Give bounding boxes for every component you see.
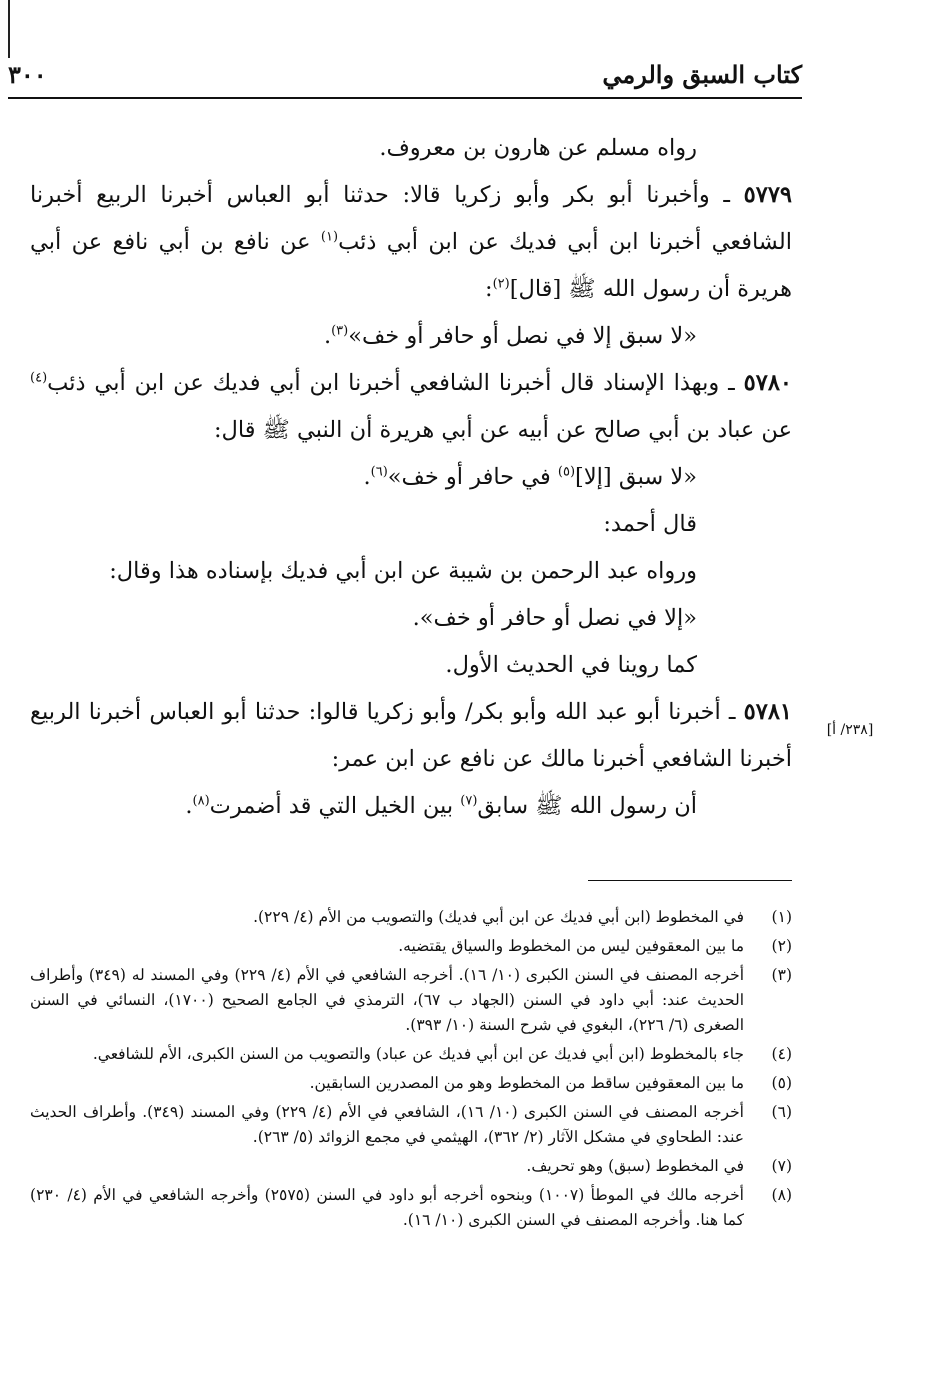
quote-text: «لا سبق إلا في نصل أو حافر أو خف» bbox=[348, 323, 697, 349]
hadith-text: عن عباد بن أبي صالح عن أبيه عن أبي هريرة أن النبي ﷺ قال: bbox=[213, 417, 792, 443]
footnote-ref: (٤) bbox=[30, 370, 48, 386]
footnote-text: في المخطوط (سبق) وهو تحريف. bbox=[526, 1157, 744, 1175]
footnote-ref: (١) bbox=[320, 229, 339, 245]
quote-text: . bbox=[323, 323, 332, 349]
quote-2 bbox=[30, 454, 792, 501]
quote-text: «إلا في نصل أو حافر أو خف». bbox=[412, 605, 697, 631]
footnote-number: (٥) bbox=[771, 1074, 792, 1092]
footnote-ref: (٨) bbox=[192, 793, 210, 809]
hadith-text: : bbox=[484, 276, 493, 302]
paragraph-text: قال أحمد: bbox=[603, 511, 697, 537]
footnote-text: ما بين المعقوفين ساقط من المخطوط وهو من المصدرين السابقين. bbox=[309, 1074, 744, 1092]
footnotes bbox=[30, 905, 792, 1237]
running-header bbox=[8, 55, 802, 99]
manuscript-folio-marker: [٢٣٨/ أ] bbox=[826, 722, 874, 738]
footnote-text: أخرجه المصنف في السنن الكبرى (١٠/ ١٦)، الشافعي في الأم (٤/ ٢٢٩) وفي المسند (٣٤٩). وأطراف الحديث عند: الطحاوي في مشكل الآثار (٢/ ٣٦٢)، الهيثمي في مجمع الزوائد (٥/ ٢٦٣). bbox=[30, 1103, 744, 1146]
paragraph-kama bbox=[30, 642, 792, 689]
footnote-number: (١) bbox=[771, 908, 792, 926]
page-number: ٣٠٠ bbox=[8, 60, 47, 89]
hadith-text: ـ وأخبرنا أبو بكر وأبو زكريا قالا: حدثنا أبو العباس أخبرنا الربيع أخبرنا الشافعي أخبرنا ابن أبي فديك عن ابن أبي ذئب bbox=[30, 182, 792, 255]
quote-text: أن رسول الله ﷺ سابق bbox=[477, 793, 697, 819]
footnote-number: (٦) bbox=[771, 1103, 792, 1121]
paragraph-text: ورواه عبد الرحمن بن شيبة عن ابن أبي فديك بإسناده هذا وقال: bbox=[109, 558, 697, 584]
main-text bbox=[30, 125, 792, 830]
hadith-number: ٥٧٨٠ bbox=[743, 370, 792, 396]
hadith-5780 bbox=[30, 360, 792, 454]
footnote-item bbox=[30, 1071, 792, 1096]
footnote-ref: (٧) bbox=[460, 793, 478, 809]
footnote-text: في المخطوط (ابن أبي فديك عن ابن أبي فديك) والتصويب من الأم (٤/ ٢٢٩). bbox=[253, 908, 744, 926]
footnote-item bbox=[30, 934, 792, 959]
paragraph-muslim bbox=[30, 125, 792, 172]
paragraph-text: رواه مسلم عن هارون بن معروف. bbox=[379, 135, 697, 161]
footnote-divider bbox=[588, 880, 792, 881]
quote-3 bbox=[30, 595, 792, 642]
footnote-ref: (٥) bbox=[557, 464, 576, 480]
quote-text: . bbox=[185, 793, 193, 819]
footnote-item bbox=[30, 1100, 792, 1150]
quote-text: في حافر أو خف» bbox=[387, 464, 558, 490]
footnote-number: (٤) bbox=[771, 1045, 792, 1063]
footnote-number: (٨) bbox=[771, 1186, 792, 1204]
quote-text: «لا سبق [إلا] bbox=[575, 464, 697, 490]
hadith-text: عن نافع بن أبي نافع عن أبي هريرة أن رسول الله ﷺ [قال] bbox=[30, 229, 792, 302]
footnote-text: جاء بالمخطوط (ابن أبي فديك عن ابن أبي فديك عن عباد) والتصويب من السنن الكبرى، الأم للشافعي. bbox=[92, 1045, 744, 1063]
footnote-text: ما بين المعقوفين ليس من المخطوط والسياق يقتضيه. bbox=[398, 937, 744, 955]
footnote-number: (٧) bbox=[771, 1157, 792, 1175]
footnote-item bbox=[30, 1183, 792, 1233]
footnote-ref: (٦) bbox=[370, 464, 388, 480]
footnote-item bbox=[30, 1042, 792, 1067]
quote-1 bbox=[30, 313, 792, 360]
hadith-text: ـ وبهذا الإسناد قال أخبرنا الشافعي أخبرنا ابن أبي فديك عن ابن أبي ذئب bbox=[47, 370, 744, 396]
paragraph-rawah bbox=[30, 548, 792, 595]
hadith-text: ـ أخبرنا أبو عبد الله وأبو بكر/ وأبو زكريا قالوا: حدثنا أبو العباس أخبرنا الربيع أخبرنا الشافعي أخبرنا مالك عن نافع عن ابن عمر: bbox=[30, 699, 792, 772]
hadith-number: ٥٧٨١ bbox=[743, 699, 792, 725]
book-title: كتاب السبق والرمي bbox=[602, 60, 802, 89]
hadith-number: ٥٧٧٩ bbox=[743, 182, 792, 208]
footnote-text: أخرجه مالك في الموطأ (١٠٠٧) وبنحوه أخرجه أبو داود في السنن (٢٥٧٥) وأخرجه الشافعي في الأم (٤/ ٢٣٠) كما هنا. وأخرجه المصنف في السنن الكبرى (١٠/ ١٦). bbox=[30, 1186, 744, 1229]
footnote-number: (٢) bbox=[771, 937, 792, 955]
hadith-5779 bbox=[30, 172, 792, 313]
footnote-item bbox=[30, 963, 792, 1038]
quote-text: . bbox=[363, 464, 371, 490]
hadith-5781 bbox=[30, 689, 792, 783]
quote-text: بين الخيل التي قد أضمرت bbox=[209, 793, 461, 819]
footnote-number: (٣) bbox=[771, 966, 792, 984]
paragraph-qal-ahmad bbox=[30, 501, 792, 548]
footnote-text: أخرجه المصنف في السنن الكبرى (١٠/ ١٦). أخرجه الشافعي في الأم (٤/ ٢٢٩) وفي المسند له (٣٤٩) وأطراف الحديث عند: أبي داود في السنن (الجهاد ب ٦٧)، الترمذي في الجامع الصحيح (١٧٠٠)، النسائي في السنن الصغرى (٦/ ٢٢٦)، البغوي في شرح السنة (١٠/ ٣٩٣). bbox=[30, 966, 745, 1034]
footnote-ref: (٣) bbox=[331, 323, 349, 339]
footnote-ref: (٢) bbox=[492, 276, 510, 292]
paragraph-text: كما روينا في الحديث الأول. bbox=[445, 652, 697, 678]
quote-4 bbox=[30, 783, 792, 830]
footnote-item bbox=[30, 1154, 792, 1179]
footnote-item bbox=[30, 905, 792, 930]
